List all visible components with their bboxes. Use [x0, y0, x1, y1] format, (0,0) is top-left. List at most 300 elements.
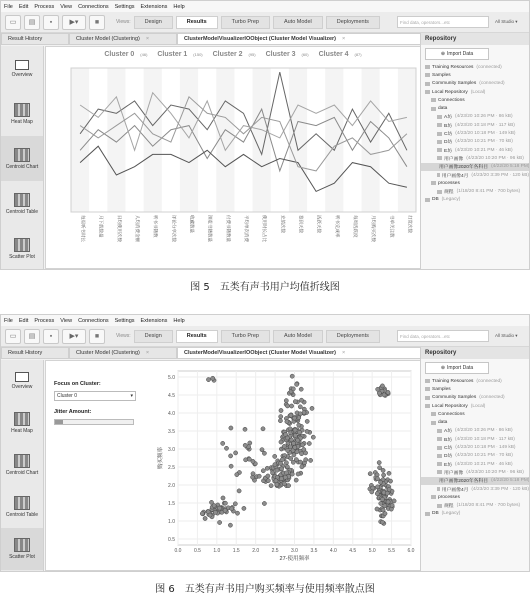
scatter-point[interactable]: [375, 473, 379, 477]
legend-cluster-4[interactable]: Cluster 4 (87): [318, 51, 362, 58]
scatter-point[interactable]: [203, 516, 207, 520]
repository-item[interactable]: [421, 501, 529, 509]
scatter-point[interactable]: [273, 454, 277, 458]
scatter-point[interactable]: [282, 482, 286, 486]
menu-file[interactable]: File: [4, 3, 13, 10]
menu-file[interactable]: File: [4, 317, 13, 324]
folder-icon: [425, 198, 430, 202]
folder-icon: [431, 107, 436, 111]
repository-item[interactable]: [421, 385, 529, 393]
scatter-point[interactable]: [392, 499, 396, 503]
repository-item[interactable]: [421, 377, 529, 385]
repository-item-meta: (1/18/20 8:41 PM · 700 bytes): [456, 189, 521, 195]
menu-edit[interactable]: Edit: [18, 3, 29, 10]
repository-item[interactable]: [421, 96, 529, 104]
repository-item-label: 用户画像: [444, 470, 464, 476]
scatter-point[interactable]: [229, 454, 233, 458]
x-tick-label: 1.0: [213, 548, 221, 554]
repository-item-label: Local Repository: [432, 89, 468, 95]
view-tab-deployments[interactable]: Deployments: [326, 330, 380, 343]
sidebar-item-overview[interactable]: Overview: [1, 360, 43, 402]
scatter-point[interactable]: [368, 472, 372, 476]
scatter-point[interactable]: [298, 460, 302, 464]
scatter-point[interactable]: [294, 478, 298, 482]
views-label: Views:: [116, 333, 131, 339]
tab-result-history[interactable]: Result History: [1, 33, 69, 45]
repository-item[interactable]: [421, 452, 529, 460]
scatter-point[interactable]: [299, 387, 303, 391]
scatter-point[interactable]: [305, 419, 309, 423]
scatter-point[interactable]: [247, 457, 251, 461]
scatter-point[interactable]: [242, 506, 246, 510]
scatter-point[interactable]: [230, 507, 234, 511]
scatter-point[interactable]: [386, 390, 390, 394]
scatter-point[interactable]: [223, 508, 227, 512]
jitter-amount-slider[interactable]: [54, 419, 134, 425]
scatter-point[interactable]: [262, 451, 266, 455]
repository-item-label: A坊: [444, 429, 452, 435]
scatter-point[interactable]: [292, 416, 296, 420]
view-tab-deployments[interactable]: Deployments: [326, 16, 380, 29]
scatter-point[interactable]: [237, 489, 241, 493]
scatter-point[interactable]: [300, 443, 304, 447]
scatter-point[interactable]: [296, 472, 300, 476]
toolbar: [1, 326, 529, 347]
x-tick-label: 3.0: [291, 548, 298, 554]
scatter-point[interactable]: [200, 512, 204, 516]
scatter-point[interactable]: [383, 504, 387, 508]
scatter-point[interactable]: [257, 474, 261, 478]
scatter-point[interactable]: [309, 458, 313, 462]
scatter-point[interactable]: [262, 501, 266, 505]
repository-item[interactable]: [421, 196, 529, 204]
sidebar-item-heat-map[interactable]: Heat Map: [1, 91, 43, 136]
view-tab-auto-model[interactable]: Auto Model: [273, 330, 323, 343]
repository-item-meta: (4/23/20 10:21 PM · 70 kB): [455, 139, 513, 145]
repository-item-meta: (4/23/20 10:26 PM · 86 kB): [455, 114, 513, 120]
global-search-input[interactable]: Find data, operators...etc: [397, 16, 489, 28]
scatter-point[interactable]: [287, 484, 291, 488]
sidebar-item-heat-map[interactable]: Heat Map: [1, 402, 43, 444]
scatter-point[interactable]: [388, 479, 392, 483]
repository-item[interactable]: [421, 113, 529, 121]
scatter-point[interactable]: [290, 374, 294, 378]
scatter-point[interactable]: [298, 405, 302, 409]
view-tab-turbo-prep[interactable]: Turbo Prep: [221, 330, 270, 343]
tab-cluster-visualizer[interactable]: ClusterModelVisualizerIOObject (Cluster Model Visualizer) ×: [177, 33, 423, 45]
studio-selector[interactable]: All Studio ▾: [495, 333, 518, 338]
scatter-point[interactable]: [208, 513, 212, 517]
scatter-point[interactable]: [390, 503, 394, 507]
centroid-table-icon: [14, 496, 30, 510]
grid-band: [325, 68, 343, 212]
scatter-point[interactable]: [221, 441, 225, 445]
scatter-point[interactable]: [376, 485, 380, 489]
folder-icon: [431, 98, 436, 102]
repository-panel: [420, 347, 529, 572]
menu-process[interactable]: Process: [34, 3, 55, 10]
sidebar-item-scatter-plot[interactable]: Scatter Plot: [1, 528, 43, 570]
scatter-point[interactable]: [284, 399, 288, 403]
folder-icon: [425, 512, 430, 516]
scatter-point[interactable]: [375, 492, 379, 496]
run-icon[interactable]: ▶▾: [62, 329, 86, 344]
global-search-input[interactable]: Find data, operators...etc: [397, 330, 489, 342]
scatter-point[interactable]: [234, 451, 238, 455]
chevron-down-icon: ▾: [130, 393, 133, 399]
repository-item[interactable]: [421, 468, 529, 476]
repository-item[interactable]: [421, 121, 529, 129]
scatter-point[interactable]: [298, 412, 302, 416]
repository-item[interactable]: [421, 427, 529, 435]
menu-help[interactable]: Help: [173, 3, 185, 10]
scatter-point[interactable]: [229, 464, 233, 468]
repository-item-meta: (4/22/20 5:18 PM): [491, 164, 529, 170]
repository-item[interactable]: [421, 171, 529, 179]
x-tick-label: 月下载数量: [97, 215, 103, 238]
sidebar-item-scatter-plot[interactable]: Scatter Plot: [1, 226, 43, 270]
tab-cluster-model[interactable]: Cluster Model (Clustering) ×: [69, 347, 177, 359]
view-tab-results[interactable]: Results: [176, 330, 218, 343]
repository-item[interactable]: [421, 146, 529, 154]
repository-item-meta: (Local): [470, 403, 486, 409]
scatter-point[interactable]: [261, 469, 265, 473]
folder-icon: [425, 82, 430, 86]
scatter-point[interactable]: [290, 404, 294, 408]
scatter-point[interactable]: [295, 382, 299, 386]
y-axis-label: 购买频率: [158, 446, 164, 470]
x-tick-label: 人均消费金额: [134, 215, 140, 242]
repository-item-label: 用户画像4月: [441, 173, 469, 179]
repository-item-label: B坊: [444, 123, 452, 129]
sidebar-item-overview[interactable]: Overview: [1, 46, 43, 91]
legend-cluster-2[interactable]: Cluster 2 (95): [212, 51, 256, 58]
repository-item[interactable]: [421, 63, 529, 71]
repository-item-label: 规程: [444, 504, 454, 510]
x-tick-label: 付费书籍数量: [224, 215, 230, 242]
scatter-point[interactable]: [382, 473, 386, 477]
menu-bar: [1, 315, 529, 326]
scatter-point[interactable]: [310, 406, 314, 410]
scatter-point[interactable]: [293, 445, 297, 449]
repository-item-label: Community Samples: [432, 395, 477, 401]
scatter-chart: [156, 365, 416, 570]
file-icon: [437, 429, 442, 433]
studio-selector[interactable]: All Studio ▾: [495, 19, 518, 24]
save-icon[interactable]: ▪: [43, 15, 59, 30]
view-tab-results[interactable]: Results: [176, 16, 218, 29]
scatter-point[interactable]: [389, 507, 393, 511]
repository-item[interactable]: [421, 418, 529, 426]
scatter-point[interactable]: [300, 452, 304, 456]
scatter-point[interactable]: [275, 468, 279, 472]
scatter-point[interactable]: [387, 471, 391, 475]
sidebar-item-centroid-chart[interactable]: Centroid Chart: [1, 136, 43, 181]
tab-cluster-visualizer[interactable]: ClusterModelVisualizerIOObject (Cluster Model Visualizer) ×: [177, 347, 423, 359]
scatter-point[interactable]: [278, 419, 282, 423]
repository-item-meta: (4/23/20 10:20 PM · 96 kB): [466, 469, 524, 475]
scatter-point[interactable]: [289, 413, 293, 417]
scatter-point[interactable]: [311, 435, 315, 439]
scatter-point[interactable]: [206, 378, 210, 382]
scatter-point[interactable]: [288, 427, 292, 431]
repository-item[interactable]: [421, 129, 529, 137]
scatter-point[interactable]: [218, 506, 222, 510]
scatter-point[interactable]: [229, 426, 233, 430]
scatter-point[interactable]: [380, 497, 384, 501]
scatter-point[interactable]: [211, 376, 215, 380]
scatter-point[interactable]: [298, 430, 302, 434]
repository-item[interactable]: [421, 163, 529, 171]
scatter-point[interactable]: [223, 501, 227, 505]
scatter-point[interactable]: [243, 443, 247, 447]
scatter-point[interactable]: [273, 463, 277, 467]
x-tick-label: 活跃天数: [315, 215, 321, 233]
series-line-cluster-3[interactable]: [80, 146, 407, 191]
scatter-point[interactable]: [286, 448, 290, 452]
open-folder-icon[interactable]: ▤: [24, 15, 40, 30]
scatter-point[interactable]: [282, 444, 286, 448]
repository-item[interactable]: [421, 410, 529, 418]
screenshot-scatter-plot: [0, 314, 530, 572]
folder-icon: [425, 396, 430, 400]
x-tick-label: 收藏数量: [188, 215, 194, 233]
legend-cluster-0[interactable]: Cluster 0 (46): [104, 51, 148, 58]
monitor-icon: [15, 60, 29, 70]
menu-process[interactable]: Process: [34, 317, 55, 324]
scatter-point[interactable]: [297, 423, 301, 427]
sidebar-item-centroid-table[interactable]: Centroid Table: [1, 486, 43, 528]
file-icon: [437, 437, 442, 441]
repository-item[interactable]: [421, 402, 529, 410]
scatter-point[interactable]: [380, 384, 384, 388]
repository-item[interactable]: [421, 187, 529, 195]
close-icon[interactable]: ×: [342, 350, 346, 356]
scatter-point[interactable]: [381, 468, 385, 472]
repository-item[interactable]: [421, 104, 529, 112]
scatter-point[interactable]: [296, 438, 300, 442]
scatter-point[interactable]: [386, 500, 390, 504]
legend-cluster-3[interactable]: Cluster 3 (60): [265, 51, 309, 58]
scatter-point[interactable]: [378, 480, 382, 484]
scatter-point[interactable]: [280, 467, 284, 471]
repository-item-meta: (connected): [479, 81, 505, 87]
sidebar-item-centroid-table[interactable]: Centroid Table: [1, 181, 43, 226]
toolbar: [1, 12, 529, 33]
scatter-point[interactable]: [279, 408, 283, 412]
repository-item[interactable]: [421, 88, 529, 96]
scatter-point[interactable]: [377, 461, 381, 465]
scatter-point[interactable]: [235, 473, 239, 477]
scatter-point[interactable]: [265, 466, 269, 470]
import-data-button[interactable]: ⊕ Import Data: [425, 48, 489, 60]
scatter-point[interactable]: [266, 474, 270, 478]
menu-extensions[interactable]: Extensions: [140, 317, 168, 324]
heat-map-icon: [14, 412, 30, 426]
file-icon: [437, 487, 440, 491]
open-folder-icon[interactable]: ▤: [24, 329, 40, 344]
x-tick-label: 月均购买次数: [370, 215, 376, 242]
scatter-point[interactable]: [307, 441, 311, 445]
scatter-point[interactable]: [288, 445, 292, 449]
scatter-point[interactable]: [212, 504, 216, 508]
repository-item[interactable]: [421, 443, 529, 451]
menu-settings[interactable]: Settings: [114, 3, 135, 10]
tab-result-history[interactable]: Result History: [1, 347, 69, 359]
scatter-point[interactable]: [293, 400, 297, 404]
stop-icon[interactable]: ■: [89, 15, 105, 30]
repository-item[interactable]: [421, 154, 529, 162]
scatter-point[interactable]: [289, 456, 293, 460]
tab-cluster-model[interactable]: Cluster Model (Clustering) ×: [69, 33, 177, 45]
scatter-point[interactable]: [285, 420, 289, 424]
close-icon[interactable]: ×: [342, 36, 346, 42]
repository-item-label: D坊: [444, 140, 453, 146]
scatter-plot-icon: [14, 238, 30, 252]
scatter-plot-icon: [14, 538, 30, 552]
scatter-point[interactable]: [213, 510, 217, 514]
focus-cluster-label: Focus on Cluster:: [54, 381, 101, 387]
repository-item-meta: (4/23/20 10:21 PM · 46 kB): [455, 461, 513, 467]
scatter-point[interactable]: [293, 428, 297, 432]
scatter-point[interactable]: [275, 482, 279, 486]
scatter-point[interactable]: [300, 465, 304, 469]
scatter-point[interactable]: [387, 487, 391, 491]
run-icon[interactable]: ▶▾: [62, 15, 86, 30]
scatter-point[interactable]: [228, 523, 232, 527]
scatter-point[interactable]: [377, 391, 381, 395]
save-icon[interactable]: ▪: [43, 329, 59, 344]
menu-settings[interactable]: Settings: [114, 317, 135, 324]
focus-cluster-select[interactable]: Cluster 0 ▾: [54, 391, 136, 401]
import-data-button[interactable]: ⊕ Import Data: [425, 362, 489, 374]
menu-edit[interactable]: Edit: [18, 317, 29, 324]
menu-view[interactable]: View: [60, 3, 73, 10]
scatter-point[interactable]: [243, 427, 247, 431]
scatter-point[interactable]: [304, 451, 308, 455]
scatter-point[interactable]: [304, 458, 308, 462]
scatter-point[interactable]: [261, 427, 265, 431]
scatter-point[interactable]: [279, 461, 283, 465]
document-tabs: [1, 347, 423, 359]
scatter-point[interactable]: [294, 458, 298, 462]
x-tick-label: 评论分享次数: [170, 215, 176, 242]
repository-item-meta: (4/23/20 10:21 PM · 70 kB): [455, 453, 513, 459]
scatter-point[interactable]: [221, 496, 225, 500]
scatter-point[interactable]: [299, 398, 303, 402]
repository-item[interactable]: [421, 477, 529, 485]
menu-extensions[interactable]: Extensions: [140, 3, 168, 10]
scatter-point[interactable]: [379, 501, 383, 505]
close-icon[interactable]: ×: [145, 36, 150, 42]
repository-item-label: Training Resources: [432, 378, 474, 384]
repository-item[interactable]: [421, 80, 529, 88]
repository-item[interactable]: [421, 460, 529, 468]
repository-item[interactable]: [421, 493, 529, 501]
menu-connections[interactable]: Connections: [78, 317, 109, 324]
scatter-point[interactable]: [285, 436, 289, 440]
repository-item[interactable]: [421, 435, 529, 443]
x-tick-label: 1.5: [232, 548, 240, 554]
view-tab-turbo-prep[interactable]: Turbo Prep: [221, 16, 270, 29]
repository-item-meta: (Legacy): [441, 197, 461, 203]
view-tab-design[interactable]: Design: [134, 330, 173, 343]
scatter-point[interactable]: [279, 415, 283, 419]
stop-icon[interactable]: ■: [89, 329, 105, 344]
repository-item[interactable]: [421, 138, 529, 146]
view-tab-auto-model[interactable]: Auto Model: [273, 16, 323, 29]
scatter-point[interactable]: [371, 486, 375, 490]
scatter-point[interactable]: [295, 450, 299, 454]
scatter-point[interactable]: [370, 490, 374, 494]
repository-item-label: C坊: [444, 446, 453, 452]
scatter-point[interactable]: [283, 475, 287, 479]
scatter-point[interactable]: [385, 491, 389, 495]
centroid-line-chart: [46, 60, 422, 270]
repository-item[interactable]: [421, 394, 529, 402]
scatter-point[interactable]: [224, 446, 228, 450]
repository-item-label: DB: [432, 197, 439, 203]
repository-item-label: 用户画像2020年各科目: [439, 479, 489, 485]
scatter-point[interactable]: [380, 520, 384, 524]
repository-item[interactable]: [421, 71, 529, 79]
repository-item-meta: (1/18/20 8:41 PM · 700 bytes): [456, 503, 521, 509]
scatter-point[interactable]: [279, 440, 283, 444]
centroid-chart-panel: [45, 46, 421, 269]
scatter-point[interactable]: [292, 441, 296, 445]
scatter-point[interactable]: [293, 433, 297, 437]
repository-item[interactable]: [421, 510, 529, 518]
menu-connections[interactable]: Connections: [78, 3, 109, 10]
scatter-point[interactable]: [233, 502, 237, 506]
x-tick-label: 书单关注数: [388, 215, 394, 238]
scatter-point[interactable]: [383, 512, 387, 516]
repository-item-label: 用户画像4月: [441, 487, 469, 493]
scatter-point[interactable]: [378, 466, 382, 470]
y-tick-label: 0.5: [168, 537, 175, 543]
scatter-point[interactable]: [285, 404, 289, 408]
scatter-point[interactable]: [235, 511, 239, 515]
sidebar-item-centroid-chart[interactable]: Centroid Chart: [1, 444, 43, 486]
close-icon[interactable]: ×: [145, 350, 150, 356]
x-tick-label: 浏览书籍数量: [206, 215, 212, 242]
scatter-point[interactable]: [269, 484, 273, 488]
x-tick-label: 0.0: [174, 548, 182, 554]
slider-handle[interactable]: [55, 420, 63, 424]
x-axis-label: 27-使用频率: [279, 556, 310, 562]
new-process-icon[interactable]: ▭: [5, 15, 21, 30]
repository-item[interactable]: [421, 485, 529, 493]
scatter-point[interactable]: [305, 429, 309, 433]
x-tick-label: 每周听书时长: [79, 215, 85, 242]
new-process-icon[interactable]: ▭: [5, 329, 21, 344]
view-tab-design[interactable]: Design: [134, 16, 173, 29]
legend-cluster-1[interactable]: Cluster 1 (150): [157, 51, 203, 58]
scatter-point[interactable]: [284, 461, 288, 465]
x-tick-label: 2.0: [252, 548, 260, 554]
repository-item[interactable]: [421, 179, 529, 187]
scatter-point[interactable]: [251, 472, 255, 476]
scatter-point[interactable]: [375, 477, 379, 481]
menu-help[interactable]: Help: [173, 317, 185, 324]
scatter-point[interactable]: [291, 387, 295, 391]
menu-view[interactable]: View: [60, 317, 73, 324]
scatter-point[interactable]: [375, 507, 379, 511]
scatter-point[interactable]: [382, 393, 386, 397]
x-tick-label: 5.0: [368, 548, 376, 554]
scatter-point[interactable]: [218, 520, 222, 524]
x-tick-label: 3.5: [310, 548, 318, 554]
